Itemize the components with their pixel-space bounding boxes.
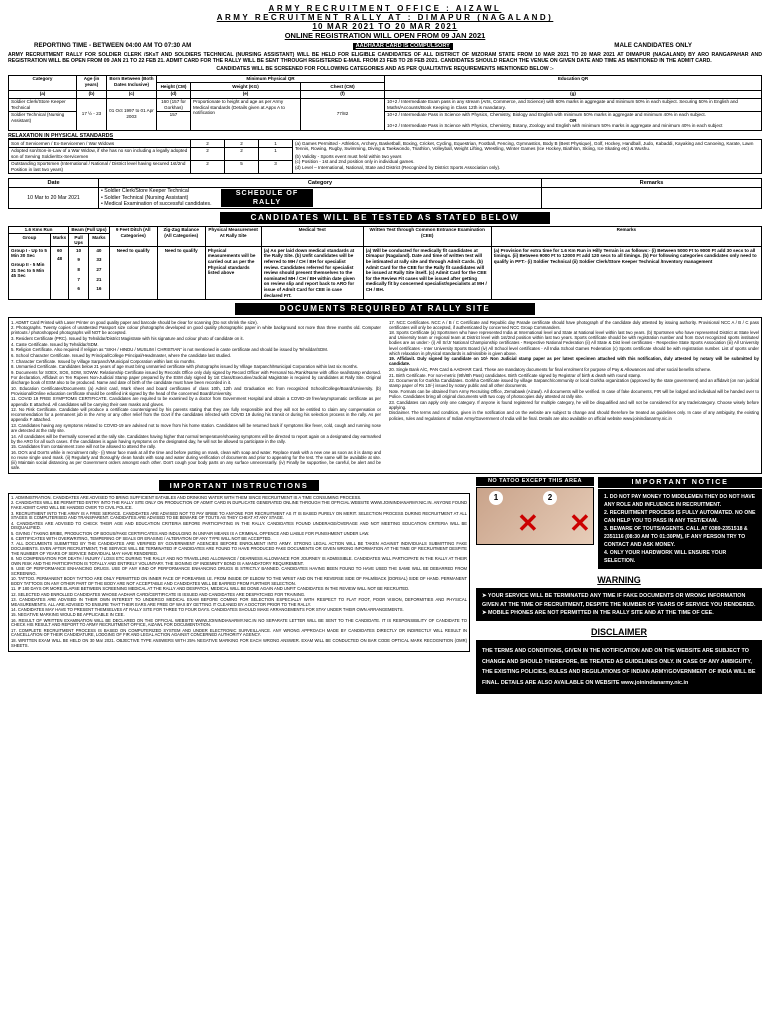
male-only: MALE CANDIDATES ONLY	[614, 42, 692, 50]
reporting-row	[8, 42, 762, 50]
category-nursing: Soldier Technical (Nursing Assistant)	[9, 111, 77, 130]
height-nursing: 157	[157, 111, 191, 130]
letter-f: (f)	[301, 90, 385, 98]
disclaimer-panel	[476, 624, 762, 694]
warning-list	[476, 588, 762, 621]
tests-sub-pullmarks: Marks	[89, 234, 110, 247]
doc-item: 4. Caste Certificate. Issued by Tehsildar/SDM.	[11, 341, 99, 347]
not-allowed-icon: ✕	[569, 507, 591, 538]
doc-item: 14. All candidates will be thermally screened at the rally site. Candidates having higher that normal temperature/showing symptoms will be directed to report again on a designated day earmarked by the ARO for all such cases. If the candidates is again having symptoms on the designated day, he will not be allowed to participate in the rally.	[11, 433, 381, 444]
warning-title: WARNING	[597, 575, 641, 586]
tattoo-label-2: 2	[543, 491, 557, 505]
doc-item: 1. ADMIT Card Printed with Laser Printer on good quality paper and barcode should be clear for scanning (Do not shrink the size).	[11, 319, 258, 325]
col-physical: Minimum Physical QR	[157, 75, 385, 83]
notice-list	[598, 489, 762, 570]
not-allowed-icon: ✕	[517, 507, 539, 538]
notice-title: IMPORTANT NOTICE	[598, 477, 762, 488]
run-mark-2: 48	[56, 256, 63, 262]
relax-row-2: Adopted son/Son-in-Law of a War Widow, if she has no son including a legally adopted son of Serving Soldier/Ex-Servicemen	[9, 147, 191, 160]
documents-right	[389, 320, 759, 471]
relaxation-table	[8, 139, 762, 174]
instruction-item: 8. NO COMPENSATION FOR DEATH / INJURY / LOSS ETC DURING THE RALLY AND NO TRAVELLING ALLOWANCE / DEARNESS ALLOWANCE FOR JOURNEY IS ADMISSIBLE. CANDIDATES WILL PARTICIPATE IN THE RALLY AT THEIR OWN RISK AND THE PARTICIPATION IS TOTALLY AND ENTIRELY VOLUNTARY. THE SIGNING OF INDEMNITY BOND IS A MANDATORY REQUIREMENT.	[11, 556, 467, 566]
instruction-item: 3. RECRUITMENT INTO THE ARMY IS A FREE SERVICE. CANDIDATES ARE ADVISED NOT TO PAY BRIBE TO ANYONE FOR RECRUITMENT AS IT IS BASED PURELY ON MERIT. SELECTION PROCESS DURING RECRUITMENT AT ALL STAGES IS COMPUTERISED AND TRANSPARENT. CANDIDATES ARE ADVISED TO BE BEWARE OF TOUTS AS THEY CHEAT AT ANY STAGE.	[11, 510, 467, 521]
office-title: ARMY RECRUITMENT OFFICE : AIZAWL	[268, 4, 502, 13]
letter-d: (d)	[157, 90, 191, 98]
tests-col-zigzag: Zig-Zag Balance (All Categories)	[157, 226, 205, 247]
tests-col-physical: Physical Measurement At Rally Site	[205, 226, 261, 247]
relax-row-1: Son of Servicemen / Ex-Servicemen / War Widows	[9, 140, 191, 148]
reporting-time: REPORTING TIME - BETWEEN 04:00 AM TO 07:30 AM	[34, 42, 192, 50]
tattoo-panel	[476, 477, 594, 569]
instruction-item: 2. CANDIDATES WILL BE PERMITTED ENTRY INTO THE RALLY SITE ONLY ON PRODUCTION OF ADMIT CARD IN DUPLICATE GENERATED ONLINE THROUGH THE OFFICIAL WEBSITE WWW.JOININDIANARMY.NIC.IN. ANYONE FOUND FAKE ADMIT CARD WILL BE HANDED OVER TO CIVIL POLICE.	[11, 500, 467, 511]
schedule-item: • Soldier Clerk/Store Keeper Technical	[101, 188, 189, 195]
instruction-item: 17. COMPLETE RECRUITMENT PROCESS IS BASED ON COMPUTERIZED SYSTEM AND UNDER ELECTRONIC SURVEILLANCE. ANY WRONG APPROACH MADE BY CANDIDATES DIRECTLY OR INDIRECTLY WILL RESULT IN CANCELLATION OF THEIR CANDIDATURE, LODGING OF FIR AND LEGAL ACTION AGAINST CONCERNED AUTHORITY AGENCY.	[11, 627, 467, 638]
sports-validity: (b) Validity - Sports event must held within two years	[295, 153, 402, 159]
tests-sub-pullups: Pull Ups	[69, 234, 89, 247]
doc-item: Disclaimer. The terms and condition, given in the notification and on the website are subject to change and should therefore be treated as guidelines only. In case of any ambiguity, the existing policies, rules and regulations of Indian Army/Government of India will be final. Details are also available on official website www.joinindianarmy.nic.in	[389, 410, 759, 421]
col-weight: Weight (KG)	[191, 83, 301, 91]
doc-item: 15. Candidates from containment zone will not be allowed to attend the rally.	[11, 444, 156, 450]
relax-height-1: 2	[191, 140, 225, 148]
tests-col-cee: Written Test through Common Entrance Examination (CEE)	[363, 226, 491, 247]
schedule-col-date: Date	[9, 179, 99, 188]
rally-dates: 10 MAR 2021 TO 20 MAR 2021	[312, 22, 458, 32]
documents-left	[11, 320, 381, 471]
medical-test: (a) As per laid down medical standards at the Rally Site. (b) Unfit candidates will be referred to MH / CH / BH for specialist review. Candidates referred for specialist review should present themselves to the nominated MH / CH / BH within date given on review slip and report back to ARO for issue of Admit Card for CEE in case declared FIT.	[261, 247, 363, 299]
col-age: Age (in years)	[77, 75, 107, 90]
schedule-items	[99, 187, 542, 208]
sports-level: (d) Level – International, National, State and District (Recognized by District Sports Association only).	[295, 165, 501, 170]
instruction-item: 4. CANDIDATES ARE ADVISED TO CHECK THEIR AGE AND EDUCATION CRITERIA BEFORE PARTICIPATING IN THE RALLY. CANDIDATES FOUND UNDERAGE/OVERAGE AND NOT MEETING EDUCATION CRITERIA WILL BE DISQUALIFIED.	[11, 520, 467, 531]
chest-value: 77/82	[301, 98, 385, 130]
tattoo-title: NO TATOO EXCEPT THIS AREA	[476, 477, 594, 486]
notice-item: 4. ONLY YOUR HARDWORK WILL ENSURE YOUR SELECTION.	[604, 550, 727, 565]
tests-remarks: (a) Provision for extra time for 1.6 Km Run in Hilly Terrain is as follows:- (i) Between 5000 Ft to 9000 Ft add 30 secs to all timings. (ii) Between 9000 Ft to 12000 Ft add 120 secs to all timings. (b) For following categories candidates only need to qualify in PFT:- (i) Soldier Technical (ii) Soldier Clerk/Store Keeper Technical /Inventory management	[491, 247, 761, 299]
relax-chest-2: 1	[259, 147, 293, 160]
doc-item: 21. Birth Certificate. For non-metric (9th/8th Pass) candidates. Birth Certificate signed by Registrar of birth & death with round stamp.	[389, 372, 642, 378]
tests-col-beam: Beam (Pull Ups)	[69, 226, 110, 234]
doc-item: 2. Photographs. Twenty copies of unattested Passport size colour photographs developed on good quality photographic paper in white background not more than three months old. Computer printouts / photoshopped photographs will NOT be accepted.	[11, 325, 381, 336]
category-clerk: Soldier Clerk/Store Keeper Technical	[9, 98, 77, 111]
warning-item: ➤ YOUR SERVICE WILL BE TERMINATED ANY TIME IF FAKE DOCUMENTS OR WRONG INFORMATION GIVEN AT THE TIME OF RECRUITMENT, DESPITE THE NUMBER OF YEARS OF SERVICE YOU RENDERED.	[482, 593, 756, 608]
rally-title: ARMY RECRUITMENT RALLY AT : DIMAPUR (NAGALAND)	[216, 13, 554, 23]
doc-item: 22. Documents for Gorkha Candidates. Gorkha Certificate issued by village Sarpanch/community or local Gorkha organization (approved by the state government) and an affidavit (on non judicial stamp paper of Rs 10/-) issued by notary public and all other documents.	[389, 378, 759, 389]
schedule-item: • Medical Examination of successful candidates.	[101, 201, 212, 208]
tests-bar: CANDIDATES WILL BE TESTED AS STATED BELOW	[220, 212, 550, 224]
intro-paragraph: ARMY RECRUITMENT RALLY FOR SOLDIER CLERK /SKsT AND SOLDIERS TECHNICAL (NURSING ASSISTANT) WILL BE HELD FOR ELIGIBLE CANDIDATES OF ALL DISTRICT OF MIZORAM STATE FROM 10 MAR 2021 TO 20 MAR 2021 AT DIMAPUR (NAGALAND) BY ARO RANGAPAHAR AND REGISTRATION WILL BE OPEN FROM 09 JAN 21 TO 22 FEB 21. ADMIT CARD FOR THE RALLY WILL BE SENT THROUGH REGISTERED E-MAIL FROM 23 FEB TO 28 FEB 2021. CANDIDATES SHOULD REACH THE VENUE ON GIVEN DATE AND TIME AS MENTIONED IN THE ADMIT CARD.	[8, 51, 762, 65]
warning-panel	[476, 572, 762, 621]
doc-item: 5. Religion Certificate. Also required if religion as "SIKH / HINDU / MUSLIM / CHRISTIAN" is not mentioned in caste certificate and should be issued by Tehsildar/SDM.	[11, 347, 329, 353]
instruction-item: 6. CERTIFICATES WITH OVERWRITING, TEMPERING OF SEALS OR ERASING / ALTERATION OF ANY TYPE WILL NOT BE ACCEPTED.	[11, 535, 272, 541]
ditch-value: Need to qualify	[109, 247, 157, 299]
relax-height-2: 2	[191, 147, 225, 160]
relax-chest-3: 3	[259, 160, 293, 173]
instruction-item: 16. RESULT OF WRITTEN EXAMINATION WILL BE DECLARED ON THE OFFICIAL WEBSITE WWW.JOININDIANARMY.NIC.IN NO SEPARATE LETTER WILL BE SENT TO THE CANDIDATE. IT IS RESPONSIBILITY OF CANDIDATE TO CHECK HIS RESULT AND REPORT TO ARMY RECRUITMENT OFFICE, AIZAWL FOR DOCUMENTATION.	[11, 617, 467, 628]
registration-open: ONLINE REGISTRATION WILL OPEN FROM 09 JAN 2021	[284, 30, 486, 40]
bottom-section	[8, 477, 762, 695]
weight-rule: Proportionate to height and age as per Army Medical standards (Details given at Appx A to notification	[191, 98, 301, 130]
schedule-table	[8, 178, 762, 208]
edu-option-2: 10+2 / Intermediate Pass in Science with Physics, Chemistry, Botany, Zoology and English with minimum 50% marks in aggregate and minimum 40% in each subject	[387, 123, 723, 129]
tattoo-notice-row	[476, 477, 762, 569]
side-column	[476, 477, 762, 695]
letter-a: (a)	[9, 90, 77, 98]
born-between: 01 Oct 1997 to 01 Apr 2003	[107, 98, 157, 130]
aadhaar-badge: AADHAAR CARD IS COMPULSORY	[353, 43, 453, 50]
screening-note: CANDIDATES WILL BE SCREENED FOR FOLLOWING CATEGORIES AND AS PER QUALITATIVE REQUIREMENTS MENTIONED BELOW :-	[216, 66, 554, 73]
notice-item: 2. RECRUITMENT PROCESS IS FULLY AUTOMATED. NO ONE CAN HELP YOU TO PASS IN ANY TEST/EXAM.	[604, 509, 756, 524]
instruction-item: 12. SELECTED AND ENROLLED CANDIDATES WHOSE AADHAR CARD/CERTIFICATE IS ISSUED AND CANDIDATES ARE DESPATCHED FOR TRAINING.	[11, 591, 306, 597]
instruction-item: 15. NEGATIVE MARKING WOULD BE APPLICABLE IN CEE.	[11, 612, 125, 618]
doc-item: 10. Education Certificates/Documents (a) Admit card, Mark sheet and board certificates of class 10th, 12th and Graduation etc from recognized School/College/Board/University. (b) Provisional/Online education certificate should be certified ink signed by the head of the concerned Board/University.	[11, 385, 381, 396]
instruction-item: 5. GIVING / TAKING BRIBE, PRODUCTION OF BOGUS/FAKE CERTIFICATES AND INDULGING IN UNFAIR MEANS IS A CRIMINAL OFFENCE AND LIABLE FOR PUNISHMENT UNDER LAW.	[11, 530, 370, 536]
tattoo-label-1: 1	[489, 491, 503, 505]
instructions-bar: IMPORTANT INSTRUCTIONS	[159, 480, 319, 491]
header-block	[8, 4, 762, 50]
relax-chest-1: 1	[259, 140, 293, 148]
doc-item: 12. No Risk Certificate. Candidate will produce a certificate countersigned by his parents stating that they are fully responsible and they will not be entitled to claim any compensation or recommendation for a permanent job in the Army or any other relief from the Govt if the candidates infected with COVID 19 during his transit or during his selection process in the rally. As per appendix F attached.	[11, 407, 381, 423]
tattoo-image	[476, 487, 594, 545]
doc-item: 16. DO's and Don'ts while in recruitment rally:- (i) Wear face mask at all the time and before putting on mask, clean with soap and water. Replace mask with a new one as soon as it is damp and no reuse single used mask. (ii) Regularly and thoroughly clean hands with soap and water during verification of documents and prior to appearing for the test. The same will be available at site. (iii) Maintain social distancing as per Government orders amongst each other. Don't cough your body parts on any surface unnecessarily. (iv) Finally be supportive, be careful, be alert and be safe.	[11, 450, 381, 471]
run-group-1: Group I - Up to 5 Min 30 Sec	[11, 247, 47, 259]
notice-item: 1. DO NOT PAY MONEY TO MIDDLEMEN THEY DO NOT HAVE ANY ROLE AND INFLUENCE IN RECRUITMENT.	[604, 493, 756, 508]
instructions-column	[8, 477, 470, 695]
letter-e: (e)	[191, 90, 301, 98]
relax-height-3: 2	[191, 160, 225, 173]
notice-panel	[598, 477, 762, 569]
doc-item: 19. Affidavit. Duly signed by candidate on 10/- Non Judicial stamp paper as per latest specimen attached with this notification, duly attested by notary will be submitted by candidate.	[389, 356, 759, 367]
disclaimer-title: DISCLAIMER	[591, 627, 647, 638]
schedule-col-remarks: Remarks	[542, 179, 762, 188]
doc-item: 6. School Character Certificate. Issued by Principal/College Principal/Headmaster, where the candidate last studied.	[11, 352, 231, 358]
letter-b: (b)	[77, 90, 107, 98]
eligibility-table	[8, 75, 762, 131]
sports-position: (c) Position - 1st and 2nd position only in individual games.	[295, 159, 415, 165]
warning-item: ➤ MOBILE PHONES ARE NOT PERMITTED IN THE RALLY SITE AND AT THE TIME OF CEE.	[482, 609, 714, 616]
notice-item: 3. BEWARE OF TOUTS/AGENTS. CALL AT 0389-2351518 & 2351116 (08:30 AM TO 01:30PM), IF ANY PERSON TRY TO CONTACT AND ASK MONEY.	[604, 525, 748, 549]
tests-table	[8, 226, 762, 300]
letter-c: (c)	[107, 90, 157, 98]
physical-measurement: Physical measurements will be carried out as per the Physical standards listed above	[205, 247, 261, 299]
letter-g: (g)	[385, 90, 762, 98]
schedule-label: SCHEDULE OF RALLY	[221, 189, 313, 207]
schedule-item: • Soldier Technical (Nursing Assistant)	[101, 194, 189, 201]
education-clerk: 10+2 / Intermediate Exam pass in any stream (Arts, Commerce, and Science) with 60% marks in aggregate and minimum 50% in each subject. Securing 50% in English and Maths/Accounts/Book Keeping in Class 12th is mandatory.	[385, 98, 762, 111]
run-group-2: Group II - 5 Min 31 Sec to 5 Min 45 Sec	[11, 261, 45, 279]
doc-item: 11. COVID 19 FREE SYMPTOMS CERTIFICATE. Candidates are required to be examined by a doctor from Government Hospital and obtain a COVID-19 free/asymptomatic certificate as per appendix E attached. All candidates will be carrying their own masks and gloves.	[11, 396, 381, 407]
edu-option-1: 10+2 / Intermediate Pass in Science with Physics, Chemistry, Biology and English with minimum 50% marks in aggregate and minimum 40% in each subject.	[387, 112, 706, 118]
tests-col-medical: Medical Test	[261, 226, 363, 247]
zigzag-value: Need to qualify	[157, 247, 205, 299]
education-nursing	[385, 111, 762, 130]
doc-item: 23. Candidates can apply only one category. If anyone is found registered for multiple category, he will be disqualified and will not be considered for any trade/category. Choose wisely before applying.	[389, 399, 759, 410]
instructions-list	[8, 493, 470, 652]
tests-col-run: 1.6 Kms Run	[9, 226, 69, 234]
sports-relaxation	[293, 140, 762, 174]
schedule-date: 10 Mar to 20 Mar 2021	[9, 187, 99, 208]
tests-sub-marks: Marks	[50, 234, 68, 247]
height-clerk: 160 (157 for Gorkhas)	[157, 98, 191, 111]
doc-item: 8. Unmarried Certificate. Candidates below 21 years of age must bring unmarried certificate with photographs issued by Village Sarpanch/Municipal Corporation within last six months.	[11, 364, 358, 370]
relax-weight-1: 2	[225, 140, 259, 148]
col-chest: Chest (CM)	[301, 83, 385, 91]
col-height: Height (CM)	[157, 83, 191, 91]
doc-item: 9. Documents for SOEX, SOS, SOW, SOWW. Relationship Certificate issued by Records Office only duly signed by Record Officer with Personal No./Rank/Name with office seal/stamp endorsed. For declaration, Affidavit on Ten Rupees Non-Judicial Stamp paper prepared by the ESM duly signed by 1st Class/Executive/Judicial Magistrate is required by candidates at Rally Site. Original discharge book of ESM also to be produced. Name and date of birth of the candidate must have been recorded in it.	[11, 369, 381, 386]
run-marks	[50, 247, 68, 299]
relax-weight-2: 2	[225, 147, 259, 160]
documents-section	[8, 317, 762, 474]
instruction-item: 1. ADMINISTRATION. CANDIDATES ARE ADVISED TO BRING SUFFICIENT EATABLES AND DRINKING WATER WITH THEM SINCE RECRUITMENT IS A TIME CONSUMING PROCESS.	[11, 495, 362, 501]
schedule-col-category: Category	[99, 179, 542, 188]
games-permitted: (a) Games Permitted - Athletics, Archery, Basketball, Boxing, Cricket, Cycling, Equestrian, Football, Fencing, Gymnastics, Body B (Best Physique), Golf, Hockey, Handball, Judo, Kabaddi, Kayaking and Canoeing, Karate, Lawn Tennis, Rowing, Rugby, Swimming, Diving & Taekwondo, Triathlon, Volleyball, Weight Lifting, Wrestling, Winter Games (Ice Hockey, Biathlon, Skiing, Ice Skating etc) & Wushu.	[295, 140, 754, 152]
run-mark-1: 60	[56, 247, 63, 253]
tests-col-remarks: Remarks	[491, 226, 761, 247]
col-born: Born Between (Both Dates Inclusive)	[107, 75, 157, 90]
instruction-item: 7. ALL DOCUMENTS SUBMITTED BY THE CANDIDATES ARE VERIFIED BY GOVERNMENT AGENCIES BEFORE ENROLMENT INTO ARMY. STRONG LEGAL ACTION WILL BE TAKEN AGAINST INDIVIDUALS SUBMITTING FAKE DOCUMENTS. EVEN AFTER RECRUITMENT, THE SERVICE WILL BE TERMINATED IF CANDIDATES ARE FOUND TO HAVE PRODUCED FAKE DOCUMENTS OR GIVEN WRONG INFORMATION AT THE TIME OF RECRUITMENT DESPITE THE NUMBER OF YEARS OF SERVICE INDIVIDUAL MAY HAVE RENDERED.	[11, 541, 467, 556]
col-education: Education QR	[385, 75, 762, 90]
instruction-item: 11. IF 180 DAYS OR MORE ELAPSE BETWEEN SCREENING MEDICAL AT THE RALLY AND DESPATCH, MEDICAL WILL BE DONE AGAIN AND UNFIT CANDIDATES IN THE REVIEW WILL NOT BE RECRUITED.	[11, 586, 410, 592]
doc-item: 18. Sports Certificate (a) Sportsmen who have represented India at International level and State at National level within last two years. (b) Sportsmen who have represented District at State level and University team or regional team at District level with 1st/2nd position within last two years. Sports certificate should be with registration number and from Govt recognized sports institutes/ bodies are as under:- (i) All Sr/Jr National Championship certificates - Respective National Federation (ii) All State & Dist level certificates - Respective State Sports Association (iii) All University level certificates - Inter University Sports Board (iv) All School level certificates - All India School Games Federation (c) Sports certificate should be with registration number. List of sports under which relaxation in physical standards is admissible is given above.	[389, 330, 759, 356]
relaxation-title: RELAXATION IN PHYSICAL STANDARDS	[8, 132, 114, 139]
age-range: 17 ½ - 23	[77, 98, 107, 130]
doc-item: 7. Character Certificate. Issued by Village Sarpanch/Municipal Corporation within last six months.	[11, 358, 196, 364]
tests-col-ditch: 9 Feet Ditch (All Categories)	[109, 226, 157, 247]
instruction-item: 10. TATTOO. PERMANENT BODY TATTOO ARE ONLY PERMITTED ON INNER FACE OF FOREARMS I.E. FROM INSIDE OF ELBOW TO THE WRIST AND ON THE REVERSE SIDE OF PALM/BACK (DORSAL) SIDE OF HAND. PERMANENT BODY TATTOOS ON ANY OTHER PART OF THE BODY ARE NOT ACCEPTABLE AND CANDIDATES WILL BE BARRED FROM FURTHER SELECTION.	[11, 576, 467, 586]
relax-weight-3: 5	[225, 160, 259, 173]
run-groups	[9, 247, 51, 299]
instruction-item: 14. CANDIDATES MAY HAVE TO PRESENT THEMSELVES AT RALLY SITE FOR THREE TO FOUR DAYS. CANDIDATES SHOULD MAKE ARRANGEMENTS FOR STAY UNDER THEIR OWN ARRANGEMENTS.	[11, 607, 404, 612]
tests-sub-group: Group	[9, 234, 51, 247]
doc-item: Note. Formats can be obtained from Army Recruiting Office, Zemabawk (Aizawl). All documents will be verified. In case of fake documents, FIR will be lodged and individual will be handed over to Police. Candidates bring all original documents with two copy of photocopies duly attested at rally site.	[389, 389, 759, 400]
written-test: (a) Will be conducted for medically fit candidates at Dimapur (Nagaland). Date and time of written test will be intimated at rally site and through Admit Cards. (b) Admit Card for the CEE for the Rally fit candidates will be issued at Rally Site itself. (c) Admit Card for the CEE for the Review Fit cases will be issued after getting medically fit by concerned specialist/specialists at MH / CH / BH.	[363, 247, 491, 299]
pullup-counts: 10 9 8 7 6	[69, 247, 89, 299]
relax-row-3: Outstanding Sportsmen (International / National / District level having secured 1st/2nd Position in last two years)	[9, 160, 191, 173]
disclaimer-text: THE TERMS AND CONDITIONS, GIVEN IN THE NOTIFICATION AND ON THE WEBSITE ARE SUBJECT TO CHANGE AND SHOULD THEREFORE, BE TREATED AS GUIDELINES ONLY. IN CASE OF ANY AMBIGUITY, THE EXISTING POLICIES, RULES AND REGULATIONS OF INDIAN ARMY/GOVERNMENT OF INDIA WILL BE FINAL. DETAILS ARE ALSO AVAILABLE ON WEBSITE www.joinindianarmy.nic.in	[476, 640, 762, 694]
doc-item: 13. Candidates having any symptoms related to COVID-19 are advised not to move from his home station. Candidates will be returned back if symptoms like fever, cold, cough and running nose are detected at the rally site.	[11, 422, 381, 433]
instruction-item: 13. CANDIDATES ARE ADVISED IN THEIR OWN INTEREST TO UNDERGO MEDICAL EXAM BEFORE COMING FOR SELECTION ESPECIALLY WITH RESPECT TO FLAT FOOT, POOR VISION, DEFORMITIES AND PHYSICAL MEASUREMENTS. ALL ARE ADVISED TO ENSURE THAT THEIR EARS ARE FREE OF WAX BY GETTING IT CLEANED BY A DOCTOR PRIOR TO THE RALLY.	[11, 596, 467, 607]
doc-item: 3. Resident Certificate (PRC). Issued by Tehsildar/District Magistrate with his signature and colour photo of candidate on it.	[11, 336, 244, 341]
instruction-item: 18. WRITTEN EXAM WILL BE HELD ON 30 Mar 2021. OBJECTIVE TYPE ANSWERS WITH 25% NEGATIVE MARKING FOR EACH WRONG ANSWER. EXAM WILL BE CONDUCTED ON BAR CODE OPTICAL MARK RECOGNITION (OMR) SHEETS.	[11, 637, 467, 648]
col-category: Category	[9, 75, 77, 90]
edu-or: OR	[569, 117, 577, 123]
doc-item: 20. Single Bank A/C, PAN Card & AADHAR Card. These are mandatory documents for final enrolment for purpose of Pay & Allowances and other social benefits scheme.	[389, 366, 712, 372]
doc-item: 17. NCC Certificates. NCC A / B / C Certificate and Republic day Parade certificate should have photograph of the candidate duly attested by issuing authority. Provisional NCC A / B / C pass certificates will only be accepted, if authenticated by concerned NCC Group Commanders.	[389, 319, 759, 330]
schedule-remarks	[542, 187, 762, 208]
pullup-marks: 40 33 27 21 16	[89, 247, 110, 299]
documents-bar: DOCUMENTS REQUIRED AT RALLY SITE	[235, 303, 535, 315]
instruction-item: 9. USE OF PERFORMANCE ENHANCING DRUGS. USE OF ANY KIND OF PERFORMANCE ENHANCING DRUGS IS STRICTLY BANNED. CANDIDATES HAVING BEEN FOUND TO HAVE USED THE SAME WILL BE DEBARRED FROM SCREENING.	[11, 566, 467, 576]
